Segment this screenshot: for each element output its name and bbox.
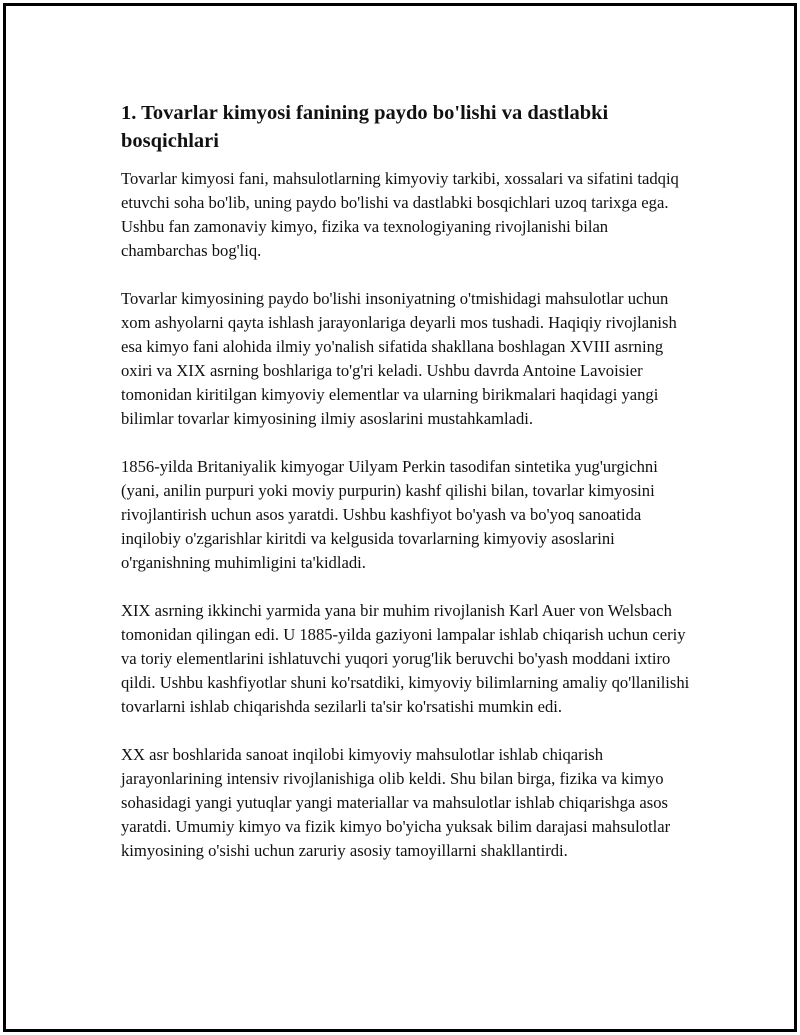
- document-content: [121, 99, 691, 887]
- paragraph-1: Tovarlar kimyosi fani, mahsulotlarning kimyoviy tarkibi, xossalari va sifatini tadqiq etuvchi soha bo'lib, uning paydo bo'lishi va dastlabki bosqichlari uzoq tarixga ega. Ushbu fan zamonaviy kimyo, fizika va texnologiyaning rivojlanishi bilan chambarchas bog'liq.: [121, 169, 679, 260]
- paragraph-5: XX asr boshlarida sanoat inqilobi kimyoviy mahsulotlar ishlab chiqarish jarayonlarining intensiv rivojlanishiga olib keldi. Shu bilan birga, fizika va kimyo sohasidagi yangi yutuqlar yangi materiallar va mahsulotlar ishlab chiqarishga asos yaratdi. Umumiy kimyo va fizik kimyo bo'yicha yuksak bilim darajasi mahsulotlar kimyosining o'sishi uchun zaruriy asosiy tamoyillarni shakllantirdi.: [121, 745, 671, 860]
- paragraph-2: Tovarlar kimyosining paydo bo'lishi insoniyatning o'tmishidagi mahsulotlar uchun xom ashyolarni qayta ishlash jarayonlariga deyarli mos tushadi. Haqiqiy rivojlanish esa kimyo fani alohida ilmiy yo'nalish sifatida shakllana boshlagan XVIII asrning oxiri va XIX asrning boshlariga to'g'ri keladi. Ushbu davrda Antoine Lavoisier tomonidan kiritilgan kimyoviy elementlar va ularning birikmalari haqidagi yangi bilimlar tovarlar kimyosining ilmiy asoslarini mustahkamladi.: [121, 289, 677, 428]
- paragraph-4: XIX asrning ikkinchi yarmida yana bir muhim rivojlanish Karl Auer von Welsbach tomonidan qilingan edi. U 1885-yilda gaziyoni lampalar ishlab chiqarish uchun ceriy va toriy elementlarini ishlatuvchi yuqori yorug'lik beruvchi bo'yash moddani ixtiro qildi. Ushbu kashfiyotlar shuni ko'rsatdiki, kimyoviy bilimlarning amaliy qo'llanilishi tovarlarni ishlab chiqarishda sezilarli ta'sir ko'rsatishi mumkin edi.: [121, 601, 690, 716]
- document-title: 1. Tovarlar kimyosi fanining paydo bo'lishi va dastlabki bosqichlari: [121, 102, 609, 152]
- document-page: [3, 3, 797, 1032]
- paragraph-3: 1856-yilda Britaniyalik kimyogar Uilyam Perkin tasodifan sintetika yug'urgichni (yani, anilin purpuri yoki moviy purpurin) kashf qilishi bilan, tovarlar kimyosini rivojlantirish uchun asos yaratdi. Ushbu kashfiyot bo'yash va bo'yoq sanoatida inqilobiy o'zgarishlar kiritdi va kelgusida tovarlarning kimyoviy asoslarini o'rganishning muhimligini ta'kidladi.: [121, 457, 658, 572]
